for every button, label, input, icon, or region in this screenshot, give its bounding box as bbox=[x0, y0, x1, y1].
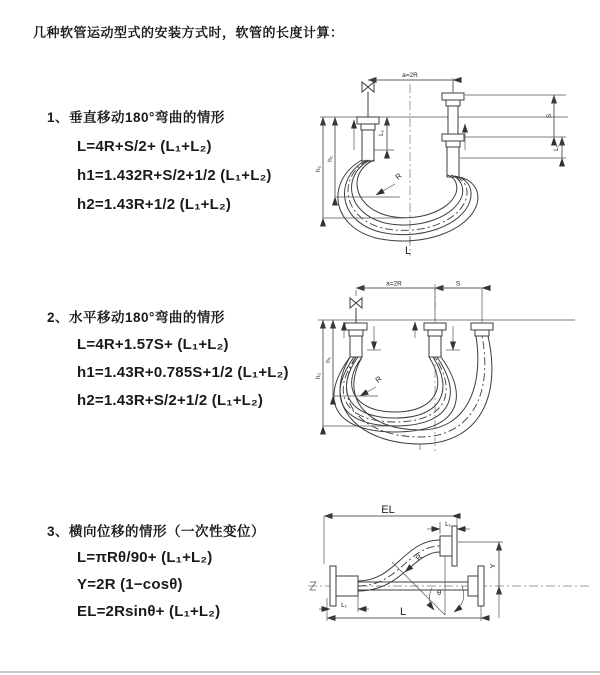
label-s: S bbox=[546, 113, 553, 119]
valve-icon bbox=[350, 290, 362, 323]
valve-icon bbox=[362, 82, 374, 117]
radius-callout bbox=[360, 374, 384, 396]
hose-loop-original bbox=[334, 357, 457, 432]
label-s: S bbox=[455, 280, 461, 288]
label-radius: R bbox=[393, 171, 404, 182]
middle-pipe-fitting bbox=[424, 323, 446, 357]
hose-s-curve bbox=[358, 540, 440, 591]
moved-pipe-fitting bbox=[471, 323, 493, 336]
label-a2r: a=2R bbox=[402, 72, 418, 79]
label-h2: h₂ bbox=[315, 372, 322, 380]
dimension-EL bbox=[324, 504, 452, 564]
dimension-a2r bbox=[356, 281, 435, 289]
radius-callout bbox=[376, 171, 404, 195]
label-EL: EL bbox=[381, 504, 395, 516]
dimension-l1-bottom bbox=[319, 596, 369, 612]
dimension-a2r bbox=[368, 72, 453, 92]
section3-formula-L: L=πRθ/90+ (L₁+L₂) bbox=[77, 549, 213, 566]
label-radius: R bbox=[373, 374, 384, 385]
label-h1: h₁ bbox=[325, 357, 332, 363]
left-pipe-fitting bbox=[345, 323, 367, 357]
label-theta: θ bbox=[437, 588, 442, 597]
dimension-s bbox=[460, 95, 566, 158]
label-Y: Y bbox=[488, 563, 497, 569]
section2-formula-L: L=4R+1.57S+ (L₁+L₂) bbox=[77, 336, 229, 353]
section3-formula-Y: Y=2R (1−cosθ) bbox=[77, 576, 183, 593]
label-l1-bottom: L₁ bbox=[341, 602, 347, 609]
diagram-horizontal-180-bend bbox=[310, 278, 600, 458]
label-radius: R bbox=[413, 552, 425, 563]
label-L: L bbox=[399, 606, 407, 618]
dimension-l1-top bbox=[427, 518, 470, 534]
label-l1-right: L₁ bbox=[553, 145, 560, 151]
label-L: L bbox=[404, 245, 412, 257]
dimension-s bbox=[435, 281, 482, 323]
left-pipe-fitting bbox=[357, 117, 379, 161]
label-h2: h₂ bbox=[315, 165, 322, 173]
raised-flange bbox=[440, 526, 457, 566]
label-l1-left: L₁ bbox=[378, 130, 385, 136]
section2-formula-h2: h2=1.43R+S/2+1/2 (L₁+L₂) bbox=[77, 392, 264, 409]
section1-formula-h1: h1=1.432R+S/2+1/2 (L₁+L₂) bbox=[77, 167, 272, 184]
page-bottom-rule bbox=[0, 671, 600, 673]
section1-formula-h2: h2=1.43R+1/2 (L₁+L₂) bbox=[77, 196, 232, 213]
right-pipe-fitting bbox=[442, 80, 464, 177]
section1-formula-L: L=4R+S/2+ (L₁+L₂) bbox=[77, 138, 212, 155]
section1-heading: 1、垂直移动180°弯曲的情形 bbox=[47, 110, 225, 125]
label-a2r: a=2R bbox=[386, 280, 402, 288]
label-l1-top: L₁ bbox=[445, 521, 451, 528]
section2-heading: 2、水平移动180°弯曲的情形 bbox=[47, 310, 225, 325]
section3-heading: 3、横向位移的情形（一次性变位） bbox=[47, 524, 266, 539]
dimension-L bbox=[405, 236, 411, 257]
diagram-vertical-180-bend bbox=[310, 66, 600, 261]
dimension-L bbox=[327, 598, 481, 621]
section3-formula-EL: EL=2Rsinθ+ (L₁+L₂) bbox=[77, 603, 221, 620]
section2-formula-h1: h1=1.43R+0.785S+1/2 (L₁+L₂) bbox=[77, 364, 289, 381]
diagram-lateral-displacement bbox=[300, 498, 600, 673]
radius-callout bbox=[405, 552, 424, 572]
label-h1: h₁ bbox=[327, 156, 334, 162]
page-title: 几种软管运动型式的安装方式时，软管的长度计算： bbox=[33, 25, 344, 40]
hose-loop-moved bbox=[340, 336, 492, 450]
left-flange bbox=[330, 566, 358, 606]
